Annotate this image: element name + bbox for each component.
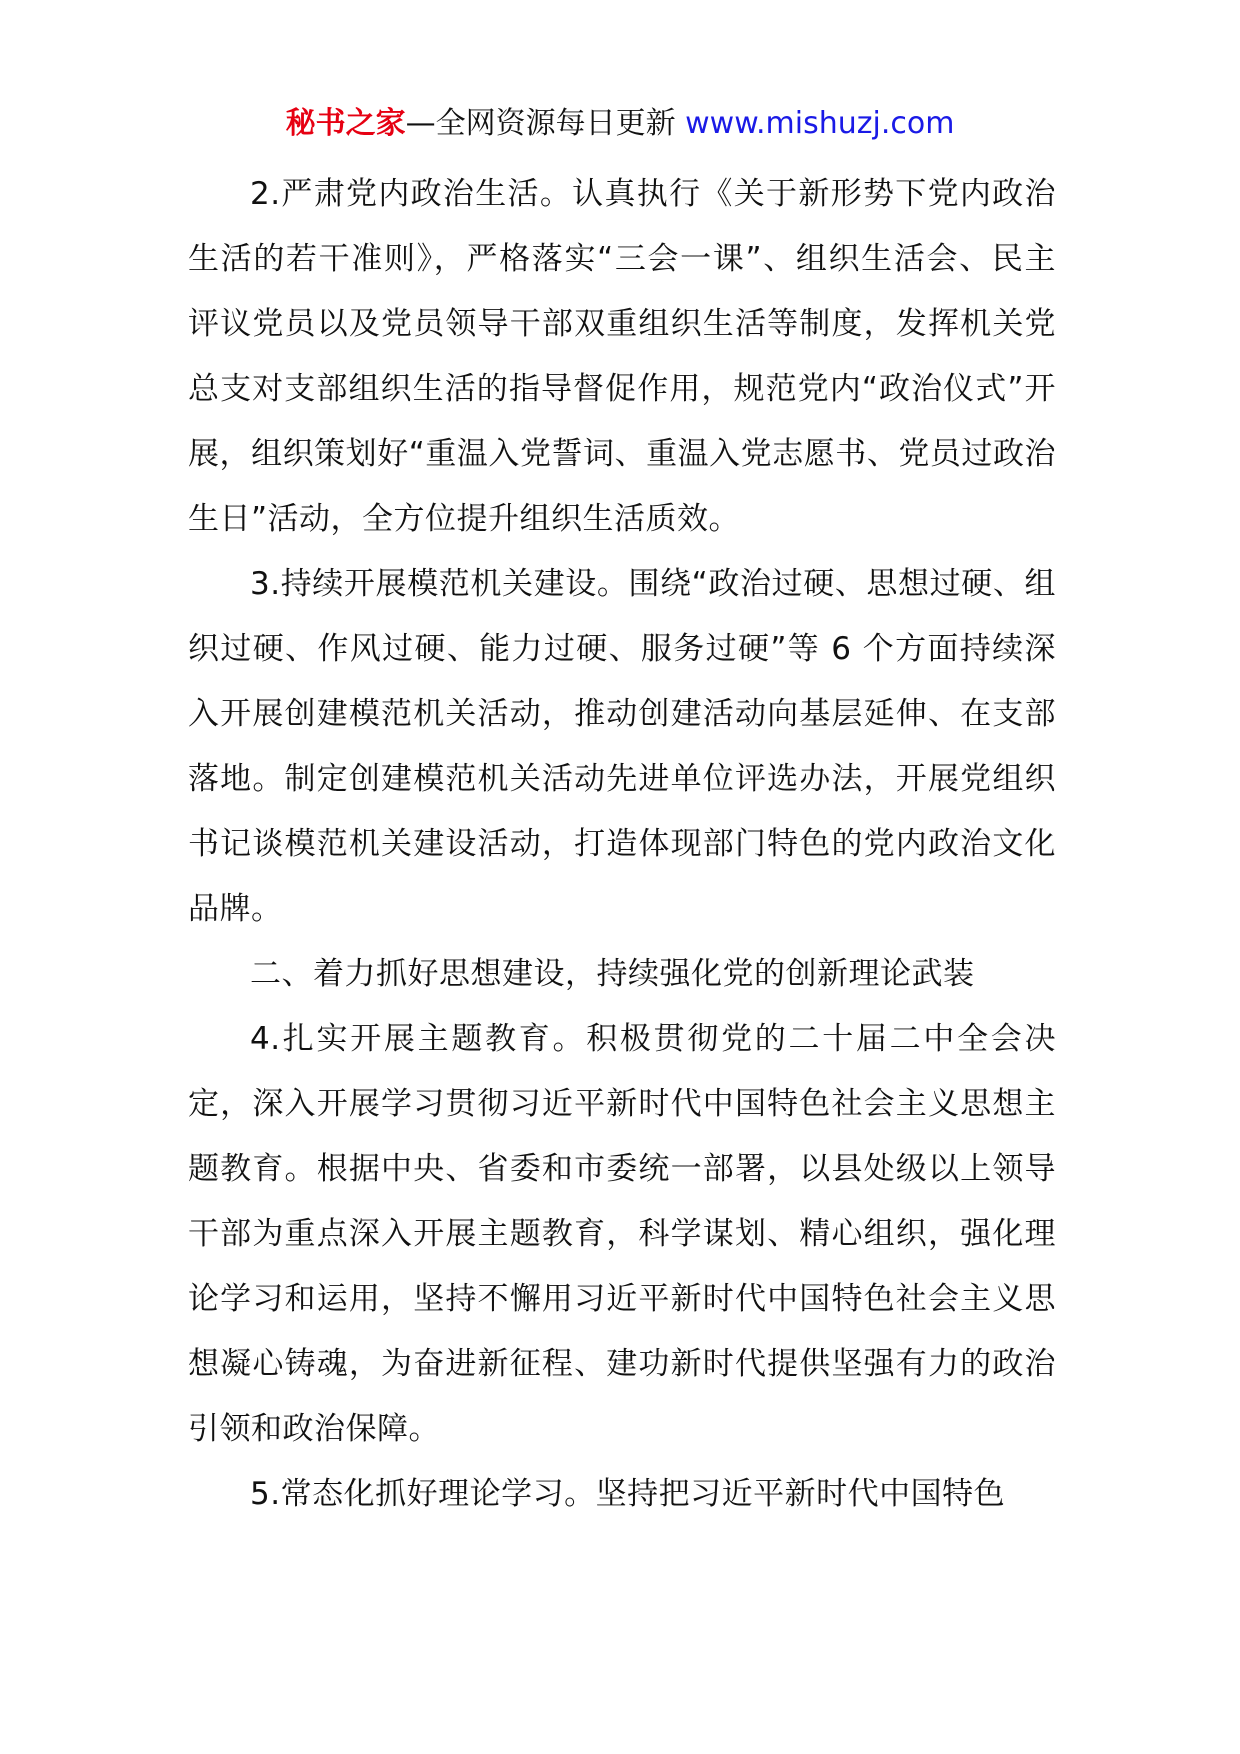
header-tagline: —全网资源每日更新 bbox=[405, 106, 676, 141]
paragraph-item-4: 4.扎实开展主题教育。积极贯彻党的二十届二中全会决定，深入开展学习贯彻习近平新时代中国特色社会主义思想主题教育。根据中央、省委和市委统一部署，以县处级以上领导干部为重点深入开展主题教育，科学谋划、精心组织，强化理论学习和运用，坚持不懈用习近平新时代中国特色社会主义思想凝心铸魂，为奋进新征程、建功新时代提供坚强有力的政治引领和政治保障。 bbox=[188, 1021, 1056, 1447]
document-body bbox=[188, 162, 1056, 1527]
site-header bbox=[0, 104, 1240, 144]
paragraph-item-2: 2.严肃党内政治生活。认真执行《关于新形势下党内政治生活的若干准则》，严格落实“三会一课”、组织生活会、民主评议党员以及党员领导干部双重组织生活等制度，发挥机关党总支对支部组织生活的指导督促作用，规范党内“政治仪式”开展，组织策划好“重温入党誓词、重温入党志愿书、党员过政治生日”活动，全方位提升组织生活质效。 bbox=[188, 176, 1056, 537]
paragraph-item-3: 3.持续开展模范机关建设。围绕“政治过硬、思想过硬、组织过硬、作风过硬、能力过硬、服务过硬”等 6 个方面持续深入开展创建模范机关活动，推动创建活动向基层延伸、在支部落地。制定创建模范机关活动先进单位评选办法，开展党组织书记谈模范机关建设活动，打造体现部门特色的党内政治文化品牌。 bbox=[188, 566, 1056, 927]
paragraph-item-5: 5.常态化抓好理论学习。坚持把习近平新时代中国特色 bbox=[250, 1476, 1006, 1512]
section-heading-2: 二、着力抓好思想建设，持续强化党的创新理论武装 bbox=[250, 956, 975, 992]
site-url-link[interactable]: www.mishuzj.com bbox=[685, 106, 955, 141]
brand-name: 秘书之家 bbox=[285, 106, 406, 141]
